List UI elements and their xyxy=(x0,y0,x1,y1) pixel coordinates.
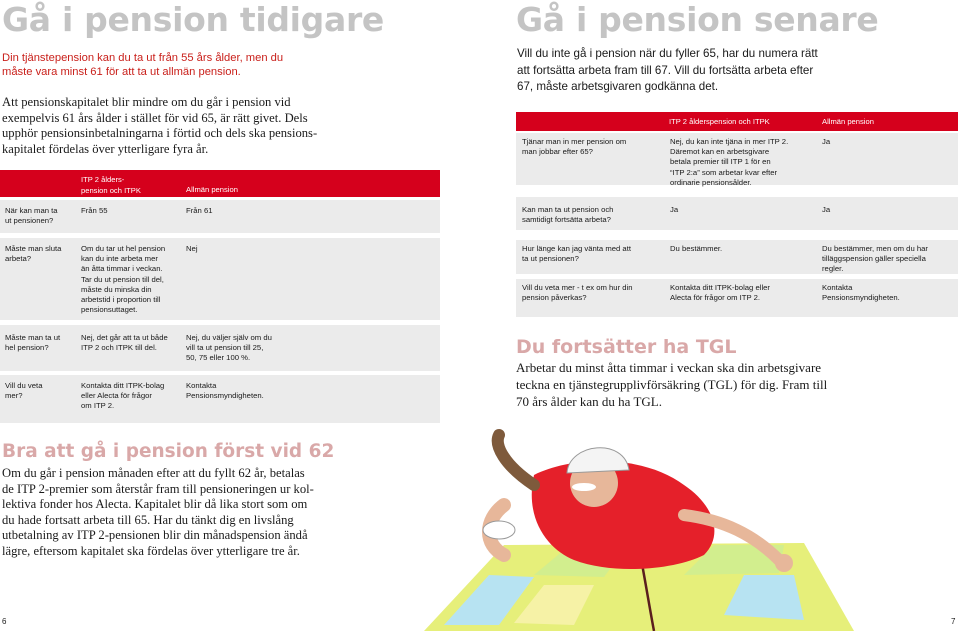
cell-line: Vill du veta xyxy=(5,381,43,390)
left-row-question xyxy=(5,244,61,264)
bra-body-line: lägre, eftersom kapitalet ska fördelas över ytterligare tre år. xyxy=(2,543,300,558)
bra-body-line: lektiva fonder hos Alecta. Kapitalet blir då lika stort som om xyxy=(2,497,308,512)
cell-line: man jobbar efter 65? xyxy=(522,147,593,157)
cell-line: Kontakta ditt ITPK-bolag eller xyxy=(670,283,770,292)
cell-line: pension påverkas? xyxy=(522,293,587,303)
left-row-allman-answer xyxy=(186,244,198,254)
tgl-body-line: 70 års ålder kan du ha TGL. xyxy=(516,394,662,409)
cell-line: ta ut pensionen? xyxy=(522,254,579,264)
tgl-body-line: teckna en tjänstegrupplivförsäkring (TGL) för dig. Fram till xyxy=(516,377,828,392)
cell-line: hel pension? xyxy=(5,343,49,353)
bra-body-line: Om du går i pension månaden efter att du fyllt 62 år, betalas xyxy=(2,466,305,480)
cell-line: Tjänar man in mer pension om xyxy=(522,137,627,146)
cell-line: Ja xyxy=(670,205,679,214)
left-row-question xyxy=(5,381,42,401)
right-row-question xyxy=(522,205,613,225)
left-row-itp-answer xyxy=(81,244,165,315)
left-table-col1-header xyxy=(81,174,141,196)
cell-line: Om du tar ut hel pension xyxy=(81,244,166,253)
header-line: ITP 2 ålders- xyxy=(81,175,125,184)
right-row-allman-answer xyxy=(822,205,830,215)
left-row-question xyxy=(5,333,60,353)
right-row-allman-answer xyxy=(822,137,830,147)
right-row-question xyxy=(522,244,631,264)
left-row-itp-answer xyxy=(81,381,164,412)
right-row-question xyxy=(522,283,633,303)
cell-line: samtidigt fortsätta arbeta? xyxy=(522,215,611,225)
tgl-body xyxy=(516,359,827,410)
right-row-itp-answer xyxy=(670,205,678,215)
cell-line: Måste man sluta xyxy=(5,244,62,253)
climber-helmet xyxy=(567,448,629,473)
right-page-title: Gå i pension senare xyxy=(516,0,879,39)
cell-line: än åtta timmar i veckan. xyxy=(81,264,163,274)
cell-line: Hur länge kan jag vänta med att xyxy=(522,244,631,253)
cell-line: eller Alecta för frågor xyxy=(81,391,152,401)
cell-line: kan du inte arbeta mer xyxy=(81,254,158,264)
cell-line: regler. xyxy=(822,264,844,274)
cell-line: Från 61 xyxy=(186,206,213,215)
cell-line: Nej, det går att ta ut både xyxy=(81,333,168,342)
left-row-allman-answer xyxy=(186,381,264,401)
cell-line: När kan man ta xyxy=(5,206,58,215)
cell-line: Nej xyxy=(186,244,198,253)
table-row xyxy=(0,200,440,233)
left-page-title: Gå i pension tidigare xyxy=(2,0,385,39)
right-table-col2-header: Allmän pension xyxy=(822,117,874,126)
right-row-itp-answer xyxy=(670,244,722,254)
climber-smile xyxy=(572,483,596,491)
bra-body xyxy=(2,466,314,560)
climber-hand xyxy=(775,554,793,572)
cell-line: Vill du veta mer - t ex om hur din xyxy=(522,283,633,292)
page-number-left: 6 xyxy=(2,617,7,626)
cell-line: Nej, du kan inte tjäna in mer ITP 2. xyxy=(670,137,789,146)
cell-line: Pensionsmyndigheten. xyxy=(822,293,900,303)
tgl-title: Du fortsätter ha TGL xyxy=(516,336,737,358)
cell-line: 50, 75 eller 100 %. xyxy=(186,353,251,363)
left-row-itp-answer xyxy=(81,333,168,353)
cell-line: ITP 2 och ITPK till del. xyxy=(81,343,157,353)
header-line: pension och ITPK xyxy=(81,186,141,195)
left-body-line: kapitalet fördelas över ytterligare fyra år. xyxy=(2,141,209,156)
cell-line: Nej, du väljer själv om du xyxy=(186,333,272,342)
left-body-line: Att pensionskapitalet blir mindre om du går i pension vid xyxy=(2,95,291,109)
cell-line: Kontakta xyxy=(186,381,217,390)
page-number-right: 7 xyxy=(951,617,956,626)
right-row-itp-answer xyxy=(670,283,770,303)
cell-line: Måste man ta ut xyxy=(5,333,61,342)
cell-line: måste du minska din xyxy=(81,284,152,294)
left-table-col2-header: Allmän pension xyxy=(186,185,238,194)
cell-line: Du bestämmer. xyxy=(670,244,723,253)
cell-line: Pensionsmyndigheten. xyxy=(186,391,264,401)
bra-body-line: du hade fortsatt arbeta till 65. Har du tänkt dig en livslång xyxy=(2,512,294,527)
cell-line: “ITP 2:a” som arbetar kvar efter xyxy=(670,167,778,177)
left-body-line: upphör pensionsinbetalningarna i förtid och dels ska pensions- xyxy=(2,126,318,141)
cell-line: Du bestämmer, men om du har xyxy=(822,244,928,253)
cell-line: pensionsuttaget. xyxy=(81,305,138,315)
cell-line: arbetstid i proportion till xyxy=(81,295,161,305)
right-intro-line: att fortsätta arbeta fram till 67. Vill du fortsätta arbeta efter xyxy=(517,63,814,77)
right-intro-line: 67, måste arbetsgivaren godkänna det. xyxy=(517,80,719,93)
table-row xyxy=(0,238,440,320)
right-row-allman-answer xyxy=(822,244,928,275)
right-row-question xyxy=(522,137,626,157)
bra-title: Bra att gå i pension först vid 62 xyxy=(2,441,335,462)
bra-body-line: utbetalning av ITP 2-pensionen blir din månadspension ändå xyxy=(2,528,308,543)
right-row-itp-answer xyxy=(670,137,788,188)
cell-line: tilläggspension gäller speciella xyxy=(822,254,926,264)
cell-line: Kontakta ditt ITPK-bolag xyxy=(81,381,165,390)
left-body xyxy=(2,95,317,157)
cell-line: Kan man ta ut pension och xyxy=(522,205,614,214)
left-row-allman-answer xyxy=(186,333,272,364)
cell-line: Ja xyxy=(822,137,831,146)
left-row-question xyxy=(5,206,58,226)
cell-line: Däremot kan en arbetsgivare xyxy=(670,147,770,157)
right-table-col1-header: ITP 2 ålderspension och ITPK xyxy=(669,117,770,126)
cell-line: Kontakta xyxy=(822,283,853,292)
cell-line: arbeta? xyxy=(5,254,32,264)
cell-line: ordinarie pensionsålder. xyxy=(670,177,752,187)
right-intro-line: Vill du inte gå i pension när du fyller 65, har du numera rätt xyxy=(517,47,818,60)
left-row-allman-answer xyxy=(186,206,213,216)
climber-leg xyxy=(498,435,534,485)
left-body-line: exempelvis 61 års ålder i stället för vid 65, är rätt givet. Dels xyxy=(2,110,308,125)
cell-line: mer? xyxy=(5,391,23,401)
cell-line: om ITP 2. xyxy=(81,401,115,411)
climber-shoe xyxy=(483,521,515,539)
cell-line: Från 55 xyxy=(81,206,108,215)
left-row-itp-answer xyxy=(81,206,108,216)
cell-line: betala premier till ITP 1 för en xyxy=(670,157,771,167)
left-intro xyxy=(2,51,283,79)
right-row-allman-answer xyxy=(822,283,900,303)
cell-line: ut pensionen? xyxy=(5,216,54,226)
tgl-body-line: Arbetar du minst åtta timmar i veckan ska din arbetsgivare xyxy=(516,360,822,375)
cell-line: Alecta för frågor om ITP 2. xyxy=(670,293,761,303)
bra-body-line: de ITP 2-premier som återstår fram till pensioneringen ur kol- xyxy=(2,481,314,496)
cell-line: Ja xyxy=(822,205,831,214)
cell-line: vill ta ut pension till 25, xyxy=(186,343,264,353)
left-intro-line: Din tjänstepension kan du ta ut från 55 års ålder, men du xyxy=(2,52,284,64)
right-intro xyxy=(517,46,818,96)
climber-illustration xyxy=(384,425,864,631)
left-intro-line: måste vara minst 61 för att ta ut allmän pension. xyxy=(2,66,241,78)
cell-line: Tar du ut pension till del, xyxy=(81,274,164,284)
